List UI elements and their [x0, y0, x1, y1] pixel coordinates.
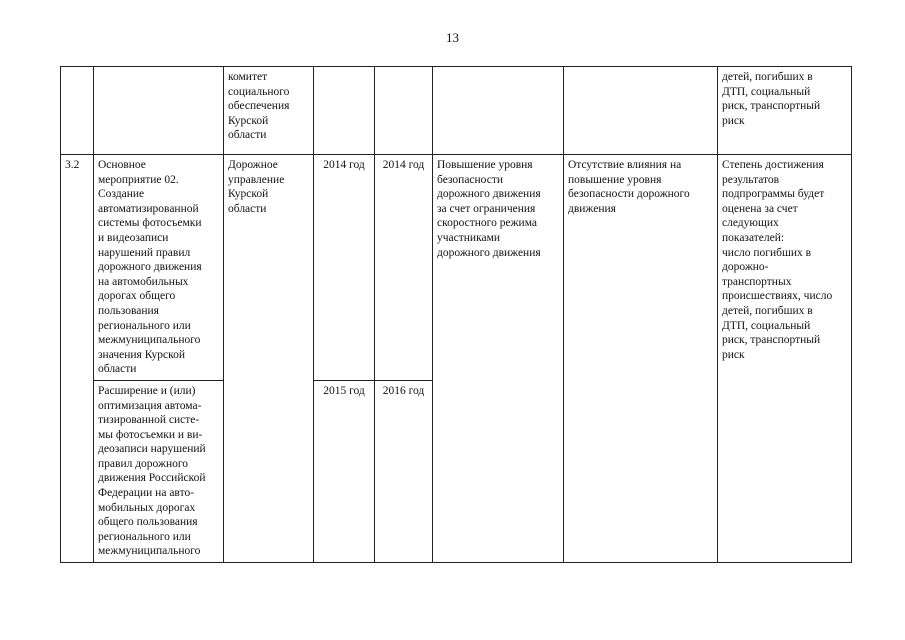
- executor-cell: комитет социального обеспечения Курской области: [224, 67, 314, 155]
- activity-cell: [94, 67, 224, 155]
- expected-result-cell: [433, 67, 564, 155]
- activity-cell: Основное мероприятие 02. Создание автоматизированной системы фотосъемки и видеозаписи нарушений правил дорожного движения на автомобильных дорогах общего пользования регионального или межмуниципального значения Курской области: [94, 155, 224, 381]
- consequence-cell: Отсутствие влияния на повышение уровня безопасности дорожного движения: [564, 155, 718, 563]
- table-row: [61, 67, 852, 155]
- indicators-cell: Степень достижения результатов подпрограммы будет оценена за счет следующих показателей: число погибших в дорожно- транспортных происшествиях, число детей, погибших в ДТП, социальный риск, транспортный риск: [718, 155, 852, 563]
- expected-result-cell: Повышение уровня безопасности дорожного движения за счет ограничения скоростного режима участниками дорожного движения: [433, 155, 564, 563]
- row-number-cell: 3.2: [61, 155, 94, 563]
- end-year-cell: [375, 67, 433, 155]
- start-year-cell: 2014 год: [314, 155, 375, 381]
- end-year-cell: 2014 год: [375, 155, 433, 381]
- start-year-cell: 2015 год: [314, 380, 375, 562]
- table-row: [61, 155, 852, 381]
- executor-cell: Дорожное управление Курской области: [224, 155, 314, 563]
- page-number: 13: [446, 30, 459, 45]
- activity-cell: Расширение и (или) оптимизация автома- тизированной систе- мы фотосъемки и ви- деозаписи нарушений правил дорожного движения Российской Федерации на авто- мобильных дорогах общего пользования регионального или межмуниципального: [94, 380, 224, 562]
- start-year-cell: [314, 67, 375, 155]
- end-year-cell: 2016 год: [375, 380, 433, 562]
- consequence-cell: [564, 67, 718, 155]
- indicators-cell: детей, погибших в ДТП, социальный риск, транспортный риск: [718, 67, 852, 155]
- program-activities-table: [60, 66, 852, 563]
- row-number-cell: [61, 67, 94, 155]
